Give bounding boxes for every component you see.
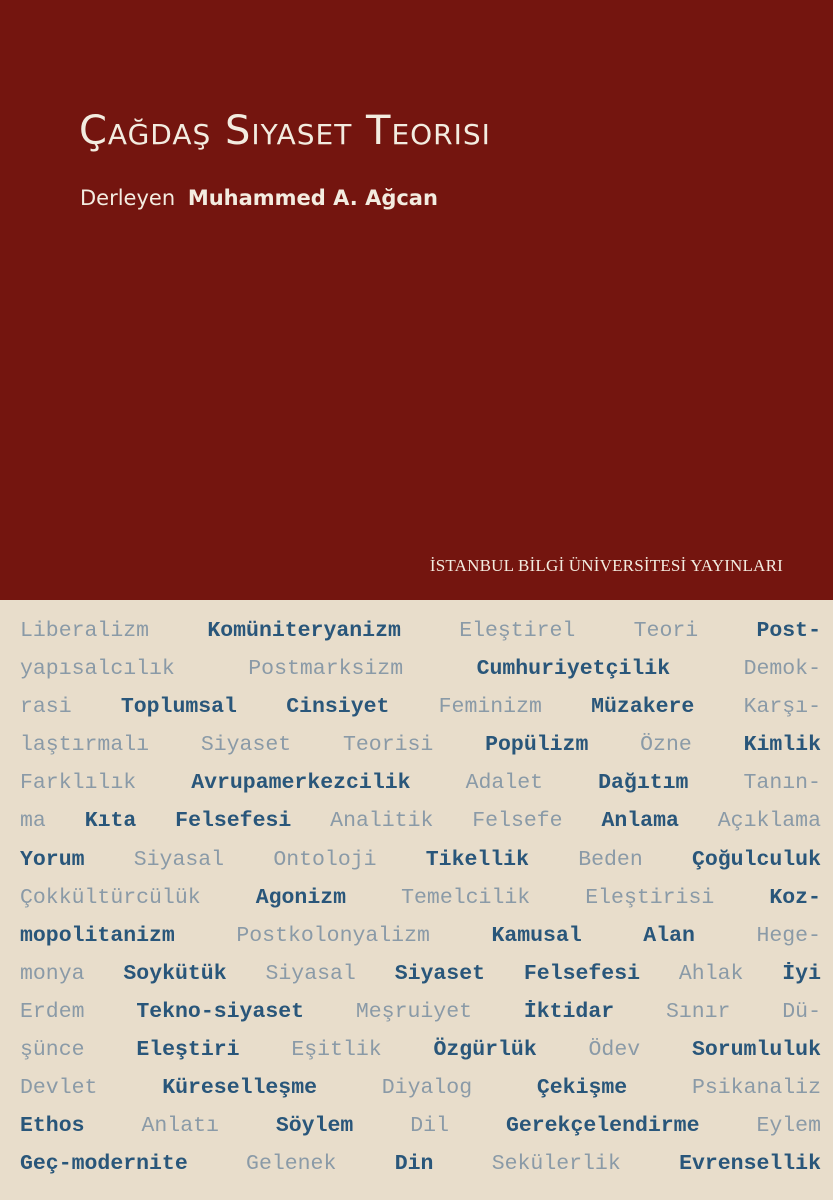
keyword: Komüniteryanizm: [207, 619, 401, 643]
keyword: mopolitanizm: [20, 923, 175, 948]
keyword: Popülizm: [485, 733, 589, 758]
keyword: Soykütük: [123, 961, 227, 986]
cover-bottom-panel: [0, 600, 833, 1200]
keyword: Hege-: [756, 923, 821, 948]
keyword: Feminizm: [438, 695, 542, 720]
keyword: Siyasal: [133, 847, 225, 872]
keyword: Meşruiyet: [355, 999, 472, 1024]
keyword: rasi: [20, 695, 72, 720]
keyword-line: [20, 1145, 821, 1183]
keyword: Cumhuriyetçilik: [476, 657, 671, 682]
keyword: Eleştirel: [459, 619, 576, 643]
keyword-line: [20, 879, 821, 917]
keyword: Özne: [640, 733, 692, 758]
keyword-block: [20, 612, 821, 1183]
keyword: laştırmalı: [20, 733, 150, 758]
keyword-line: [20, 955, 821, 993]
keyword: Devlet: [20, 1076, 98, 1101]
editor-name: Muhammed A. Ağcan: [187, 186, 438, 210]
keyword: Gelenek: [246, 1152, 337, 1177]
keyword: Temelcilik: [401, 885, 531, 910]
keyword: Tekno-siyaset: [136, 999, 305, 1024]
keyword: Eşitlik: [291, 1038, 382, 1063]
keyword: Diyalog: [381, 1076, 473, 1101]
keyword: Cinsiyet: [286, 695, 390, 720]
keyword: Ahlak: [678, 961, 744, 986]
keyword: Agonizm: [255, 885, 347, 910]
keyword: Alan: [643, 923, 695, 948]
keyword: Küreselleşme: [162, 1076, 318, 1101]
keyword-line: [20, 650, 821, 688]
keyword-line: [20, 726, 821, 764]
keyword: Gerekçelendirme: [505, 1114, 700, 1139]
keyword: Postmarksizm: [248, 657, 404, 682]
keyword: Sınır: [665, 999, 731, 1024]
keyword: Yorum: [20, 847, 85, 872]
editor-credit: [80, 186, 438, 210]
keyword: Felsefesi: [523, 961, 641, 986]
keyword: İktidar: [523, 999, 615, 1024]
keyword: Teorisi: [342, 733, 434, 758]
keyword: Açıklama: [717, 809, 821, 834]
keyword: şünce: [20, 1038, 85, 1063]
keyword: Kamusal: [491, 923, 582, 948]
keyword: Analitik: [330, 809, 434, 834]
keyword: Tanın-: [743, 771, 821, 796]
keyword: Din: [394, 1152, 434, 1177]
keyword: Adalet: [465, 771, 544, 796]
keyword: Eleştiri: [136, 1038, 240, 1063]
keyword: Siyasal: [265, 961, 356, 986]
keyword: Ödev: [588, 1038, 641, 1063]
keyword-line: [20, 1031, 821, 1069]
keyword-line: [20, 1107, 821, 1145]
keyword: Anlatı: [141, 1114, 219, 1139]
keyword: Erdem: [20, 999, 85, 1024]
keyword: Avrupamerkezcilik: [191, 771, 411, 796]
keyword: Dağıtım: [598, 771, 689, 796]
keyword: yapısalcılık: [20, 657, 175, 682]
keyword: Söylem: [275, 1114, 354, 1139]
keyword: Dü-: [782, 999, 821, 1024]
keyword: Ontoloji: [273, 847, 377, 872]
keyword: ma: [20, 809, 46, 834]
keyword-line: [20, 841, 821, 879]
keyword: Çokkültürcülük: [20, 885, 201, 910]
keyword: Teori: [633, 619, 699, 643]
keyword: Felsefesi: [175, 809, 292, 834]
keyword: Çoğulculuk: [691, 847, 821, 872]
keyword: Farklılık: [20, 771, 137, 796]
keyword-line: [20, 688, 821, 726]
keyword: Geç-modernite: [20, 1152, 188, 1177]
keyword-line: [20, 993, 821, 1031]
keyword: Karşı-: [743, 695, 821, 720]
keyword: Sekülerlik: [491, 1152, 621, 1177]
keyword: Siyaset: [394, 961, 486, 986]
keyword-line: [20, 764, 821, 802]
keyword: Psikanaliz: [691, 1076, 821, 1101]
keyword: Sorumluluk: [691, 1038, 821, 1063]
book-title: Çağdaş Siyaset Teorisi: [79, 108, 491, 154]
keyword: Post-: [756, 619, 821, 643]
keyword: Postkolonyalizm: [236, 923, 430, 948]
keyword: Siyaset: [200, 733, 292, 758]
keyword: Çekişme: [536, 1076, 628, 1101]
keyword: Ethos: [20, 1114, 85, 1139]
keyword: Koz-: [769, 885, 821, 910]
keyword: Tikellik: [425, 847, 529, 872]
publisher-name: İSTANBUL BİLGİ ÜNİVERSİTESİ YAYINLARI: [429, 556, 783, 575]
keyword: monya: [20, 961, 85, 986]
keyword: Müzakere: [591, 695, 695, 720]
keyword: Anlama: [601, 809, 679, 834]
keyword: Felsefe: [472, 809, 563, 834]
keyword: Liberalizm: [20, 619, 150, 643]
keyword: Özgürlük: [433, 1038, 537, 1063]
keyword: İyi: [782, 961, 821, 986]
keyword: Kimlik: [743, 733, 821, 758]
keyword-line: [20, 1069, 821, 1107]
keyword: Eleştirisi: [585, 885, 715, 910]
keyword-line: [20, 802, 821, 840]
keyword: Evrensellik: [679, 1152, 821, 1177]
keyword: Eylem: [756, 1114, 821, 1139]
editor-label: Derleyen: [80, 186, 176, 210]
keyword: Demok-: [743, 657, 821, 682]
keyword-line: [20, 917, 821, 955]
keyword: Kıta: [84, 809, 137, 834]
keyword: Beden: [578, 847, 643, 872]
keyword: Toplumsal: [120, 695, 237, 720]
keyword: Dil: [410, 1114, 449, 1139]
keyword-line: [20, 612, 821, 650]
